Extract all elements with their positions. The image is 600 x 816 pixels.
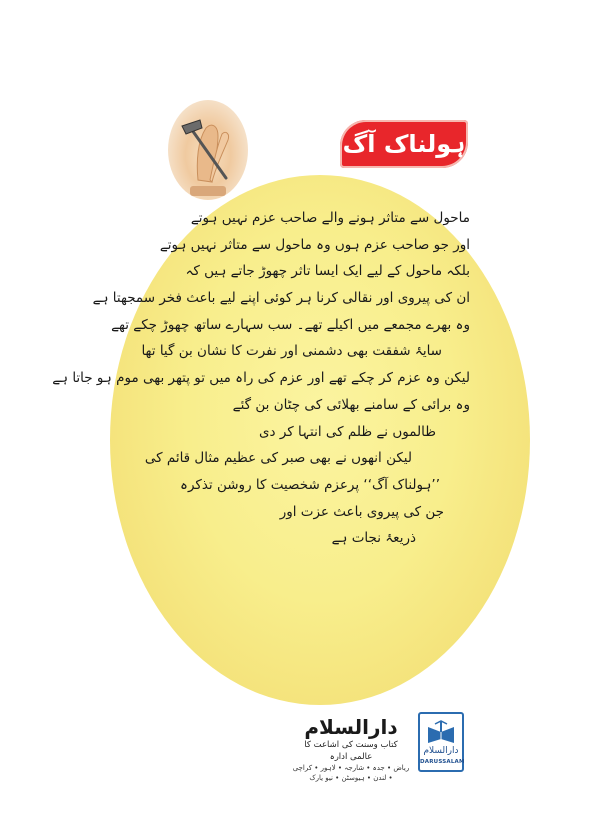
poem-line: ماحول سے متاثر ہونے والے صاحب عزم نہیں ہوتے [190, 210, 470, 226]
badge-title: ہولناک آگ [342, 130, 466, 158]
publisher-name: دارالسلام [304, 715, 398, 739]
logo-urdu-text: دارالسلام [423, 746, 459, 756]
publisher-block [292, 715, 410, 782]
poem-line: وہ بھرے مجمعے میں اکیلے تھے۔ سب سہارے ساتھ چھوڑ چکے تھے [111, 316, 470, 333]
logo-latin-text: DARUSSALAM [420, 759, 465, 765]
poem-line: وہ برائی کے سامنے بھلائی کی چٹان بن گئے [232, 396, 470, 413]
darussalam-logo [418, 712, 464, 772]
poem-line: ذریعۂ نجات ہے [331, 530, 416, 547]
poem-line: بلکہ ماحول کے لیے ایک ایسا تاثر چھوڑ جاتے ہیں کہ [185, 263, 470, 280]
praying-hands-illustration [168, 100, 248, 200]
poem-line: ان کی پیروی اور نقالی کرنا ہر کوئی اپنے لیے باعث فخر سمجھتا ہے [92, 290, 470, 307]
poem-line: سایۂ شفقت بھی دشمنی اور نفرت کا نشان بن گیا تھا [141, 343, 442, 360]
hands-hammer-icon [168, 100, 248, 200]
poem-line: اور جو صاحب عزم ہوں وہ ماحول سے متاثر نہیں ہوتے [159, 236, 470, 253]
poem-text [52, 205, 470, 552]
open-book-icon [426, 719, 456, 745]
publisher-cities: ریاض • جدہ • شارجہ • لاہور • کراچی • لندن • ہیوسٹن • نیو یارک [292, 764, 410, 782]
poem-line: لیکن وہ عزم کر چکے تھے اور عزم کی راہ میں تو پتھر بھی موم ہو جاتا ہے [52, 370, 470, 387]
poem-line: ظالموں نے ظلم کی انتہا کر دی [258, 423, 436, 440]
title-badge [340, 120, 468, 168]
publisher-tagline: کتاب وسنت کی اشاعت کا عالمی ادارہ [304, 740, 398, 762]
poem-line: لیکن انھوں نے بھی صبر کی عظیم مثال قائم کی [144, 450, 412, 467]
poem-line: ’’ہولناک آگ‘‘ پرعزم شخصیت کا روشن تذکرہ [180, 476, 440, 493]
poem-line: جن کی پیروی باعث عزت اور [279, 503, 444, 520]
